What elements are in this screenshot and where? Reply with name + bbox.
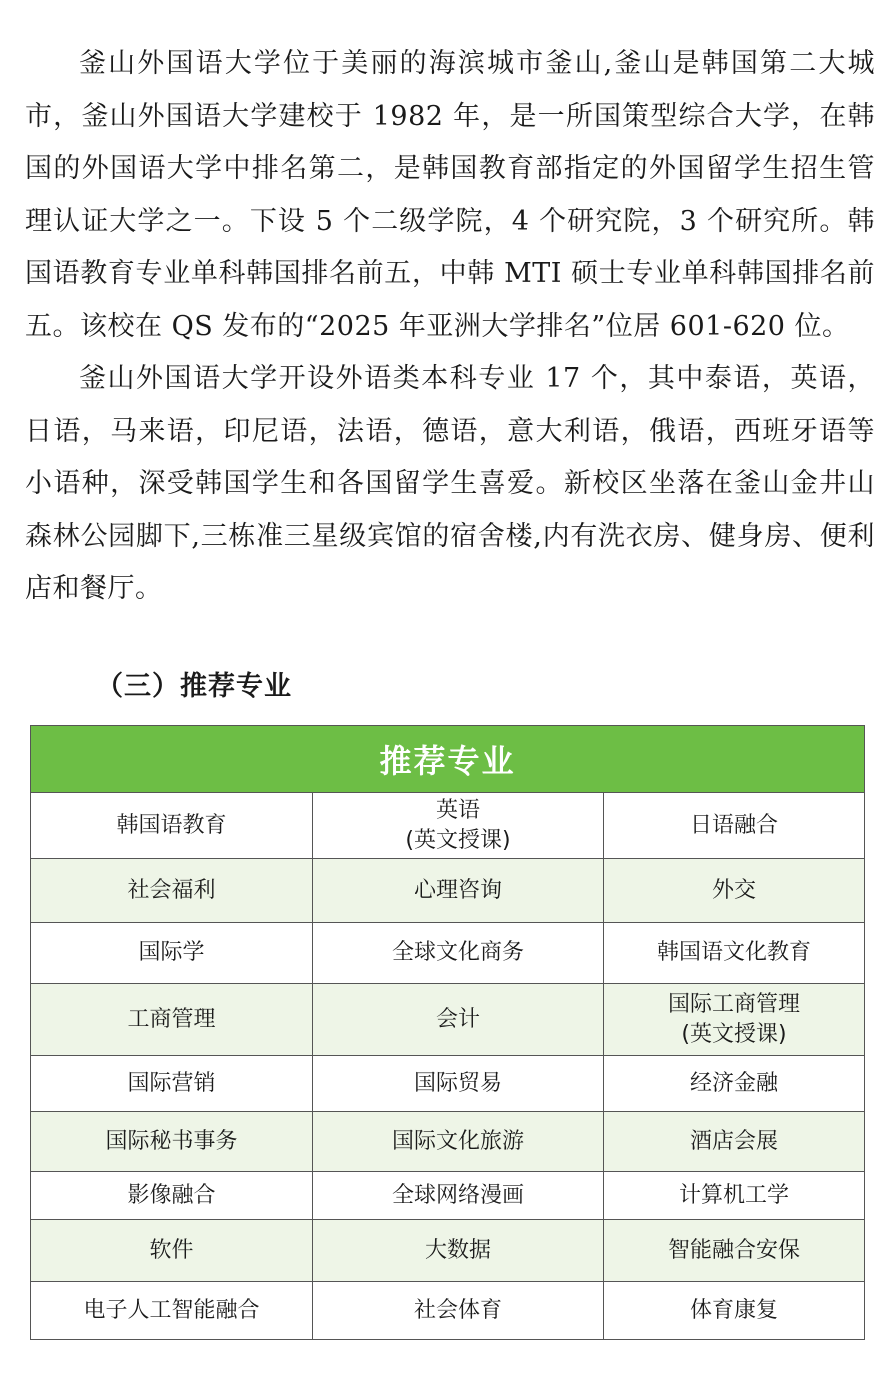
table-row xyxy=(31,1056,865,1112)
major-name: 计算机工学 xyxy=(679,1182,790,1208)
table-cell xyxy=(604,1112,865,1172)
table-row xyxy=(31,923,865,984)
table-cell xyxy=(604,1172,865,1220)
major-name: 心理咨询 xyxy=(413,877,502,903)
major-name: 国际秘书事务 xyxy=(105,1128,238,1154)
major-name: 全球文化商务 xyxy=(391,940,524,965)
table-row xyxy=(31,1282,865,1340)
major-name: 影像融合 xyxy=(127,1182,216,1208)
major-name: 酒店会展 xyxy=(690,1128,779,1154)
major-name: 外交 xyxy=(712,877,757,903)
table-cell xyxy=(31,1112,313,1172)
table-cell xyxy=(313,1220,604,1282)
table-row xyxy=(31,1220,865,1282)
table-cell xyxy=(604,859,865,923)
table-cell xyxy=(31,923,313,984)
major-name: 社会福利 xyxy=(127,877,216,903)
table-cell xyxy=(31,859,313,923)
table-cell xyxy=(604,923,865,984)
table-cell xyxy=(604,793,865,859)
table-cell xyxy=(31,1056,313,1112)
table-cell xyxy=(313,1056,604,1112)
major-name: 智能融合安保 xyxy=(668,1237,801,1263)
table-cell xyxy=(313,984,604,1056)
table-cell xyxy=(604,1282,865,1340)
major-name: 工商管理 xyxy=(127,1006,216,1032)
table-row xyxy=(31,793,865,859)
table-cell xyxy=(313,793,604,859)
section-heading: （三）推荐专业 xyxy=(96,671,292,702)
document-body xyxy=(25,38,875,616)
table-cell xyxy=(604,1220,865,1282)
table-cell xyxy=(313,1282,604,1340)
major-name: 日语融合 xyxy=(690,812,779,838)
major-name: 韩国语教育 xyxy=(116,812,227,838)
majors-paragraph: 釜山外国语大学开设外语类本科专业 17 个，其中泰语，英语，日语，马来语，印尼语，法语，德语，意大利语，俄语，西班牙语等小语种，深受韩国学生和各国留学生喜爱。新校区坐落在釜山金井山森林公园脚下,三栋准三星级宾馆的宿舍楼,内有洗衣房、健身房、便利店和餐厅。 xyxy=(25,363,875,604)
table-row xyxy=(31,1172,865,1220)
table-row xyxy=(31,859,865,923)
table-cell xyxy=(313,923,604,984)
major-name: 经济金融 xyxy=(690,1070,779,1096)
table-cell xyxy=(313,1112,604,1172)
major-name: 国际文化旅游 xyxy=(391,1128,524,1154)
table-row xyxy=(31,1112,865,1172)
major-name: 电子人工智能融合 xyxy=(83,1297,260,1323)
major-name: 韩国语文化教育 xyxy=(657,940,812,965)
table-row xyxy=(31,984,865,1056)
table-cell xyxy=(31,984,313,1056)
major-name: 体育康复 xyxy=(690,1297,779,1323)
major-name: 软件 xyxy=(149,1237,194,1263)
table-cell xyxy=(313,859,604,923)
table-header: 推荐专业 xyxy=(31,726,865,793)
table-cell xyxy=(604,1056,865,1112)
table-cell xyxy=(31,1172,313,1220)
major-name: 国际贸易 xyxy=(413,1070,502,1096)
recommended-majors-table xyxy=(30,725,865,1340)
major-note: (英文授课) xyxy=(681,1021,787,1047)
major-name: 会计 xyxy=(435,1006,480,1032)
major-name: 社会体育 xyxy=(413,1297,502,1323)
major-name: 国际工商管理 xyxy=(668,991,801,1017)
major-name: 大数据 xyxy=(424,1237,491,1263)
major-name: 英语 xyxy=(435,797,480,823)
table-cell xyxy=(31,1282,313,1340)
major-name: 全球网络漫画 xyxy=(391,1182,524,1208)
major-note: (英文授课) xyxy=(405,827,511,853)
table-cell xyxy=(31,793,313,859)
major-name: 国际学 xyxy=(138,940,205,965)
table-cell xyxy=(31,1220,313,1282)
table-cell xyxy=(313,1172,604,1220)
table-cell xyxy=(604,984,865,1056)
intro-paragraph: 釜山外国语大学位于美丽的海滨城市釜山,釜山是韩国第二大城市，釜山外国语大学建校于 1982 年，是一所国策型综合大学，在韩国的外国语大学中排名第二，是韩国教育部指定的外国留学生招生管理认证大学之一。下设 5 个二级学院，4 个研究院，3 个研究所。韩国语教育专业单科韩国排名前五，中韩 MTI 硕士专业单科韩国排名前五。该校在 QS 发布的“2025 年亚洲大学排名”位居 601-620 位。 xyxy=(25,48,875,342)
major-name: 国际营销 xyxy=(127,1070,216,1096)
